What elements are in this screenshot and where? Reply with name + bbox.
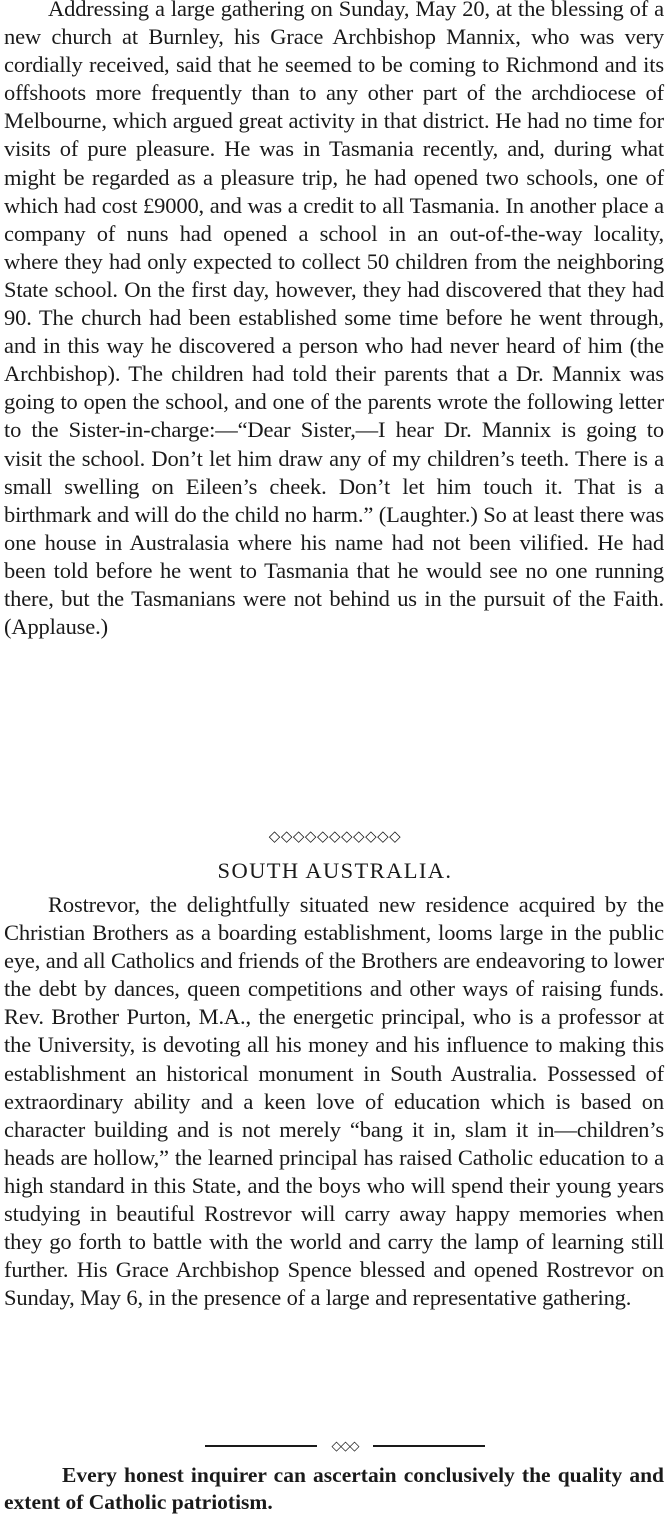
divider-rule-right xyxy=(373,1445,485,1447)
article-paragraph-mannix: Addressing a large gathering on Sunday, May 20, at the blessing of a new church at Burnley, his Grace Archbishop Mannix, who was very cordially received, said that he seemed to be coming to Richmond and its offshoots more frequently than to any other part of the archdiocese of Melbourne, which argued great activity in that district. He had no time for visits of pure pleasure. He was in Tasmania recently, and, during what might be regarded as a pleasure trip, he had opened two schools, one of which had cost £9000, and was a credit to all Tasmania. In another place a company of nuns had opened a school in an out-of-the-way locality, where they had only expected to collect 50 children from the neighboring State school. On the first day, however, they had discovered that they had 90. The church had been established some time before he went through, and in this way he discovered a person who had never heard of him (the Archbishop). The children had told their parents that a Dr. Mannix was going to open the school, and one of the parents wrote the following letter to the Sister-in-charge:—“Dear Sister,—I hear Dr. Mannix is going to visit the school. Don’t let him draw any of my children’s teeth. There is a small swelling on Eileen’s cheek. Don’t let him touch it. That is a birthmark and will do the child no harm.” (Laughter.) So at least there was one house in Australasia where his name had not been vilified. He had been told before he went to Tasmania that he would see no one running there, but the Tasmanians were not behind us in the pursuit of the Faith. (Applause.) xyxy=(4,0,664,640)
diamond-ornament-row: ◇◇◇◇◇◇◇◇◇◇◇ xyxy=(268,829,402,845)
section-divider xyxy=(205,1437,485,1455)
divider-rule-left xyxy=(205,1445,317,1447)
section-heading: SOUTH AUSTRALIA. xyxy=(217,858,453,883)
article-paragraph-rostrevor: Rostrevor, the delightfully situated new residence acquired by the Christian Brothers as a boarding establishment, looms large in the public eye, and all Catholics and friends of the Brothers are endeavoring to lower the debt by dances, queen competitions and other ways of raising funds. Rev. Brother Purton, M.A., the energetic principal, who is a professor at the University, is devoting all his money and his influence to making this establishment an historical monument in South Australia. Possessed of extraordinary ability and a keen love of education which is based on character building and is not merely “bang it in, slam it in—children’s heads are hollow,” the learned principal has raised Catholic education to a high standard in this State, and the boys who will spend their young years studying in beautiful Rostrevor will carry away happy memories when they go forth to battle with the world and carry the lamp of learning still further. His Grace Archbishop Spence blessed and opened Rostrevor on Sunday, May 6, in the presence of a large and representative gathering. xyxy=(4,892,664,1311)
divider-diamonds: ◇◇◇ xyxy=(331,1438,359,1453)
article-paragraph-patriotism: Every honest inquirer can ascertain conclusively the quality and extent of Catholic patriotism. xyxy=(4,1463,664,1514)
